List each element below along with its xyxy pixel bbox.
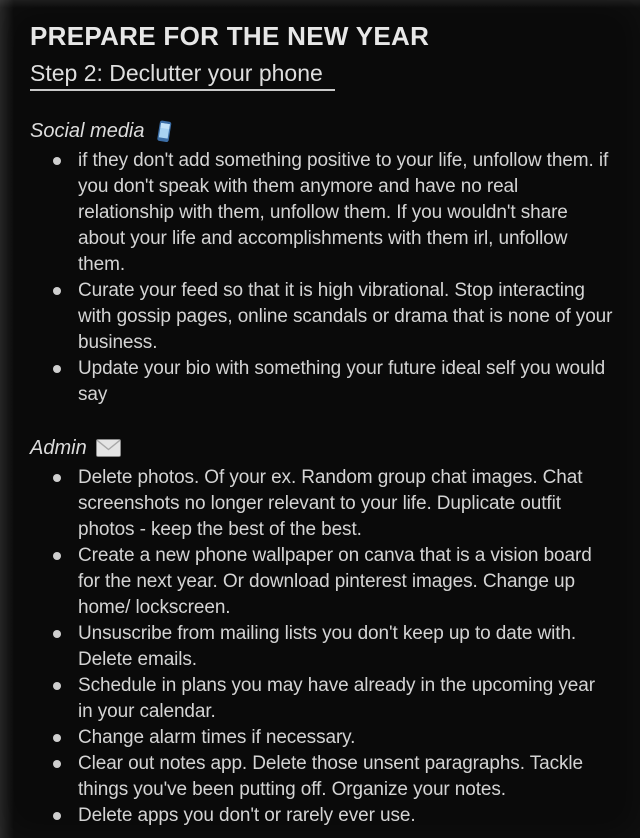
list-item	[30, 725, 614, 751]
section-admin	[30, 435, 614, 829]
list-item	[30, 803, 614, 829]
bullet-list	[30, 465, 614, 829]
bullet-list	[30, 148, 614, 408]
envelope-icon	[96, 439, 121, 457]
section-social-media	[30, 118, 614, 408]
section-heading-row	[30, 435, 614, 461]
bullet-dot	[53, 287, 61, 295]
bullet-text: Curate your feed so that it is high vibrational. Stop interacting with gossip pages, online scandals or drama that is none of your business.	[78, 280, 613, 353]
bullet-text: Create a new phone wallpaper on canva that is a vision board for the next year. Or download pinterest images. Change up home/ lockscreen.	[78, 545, 592, 618]
section-heading: Social media	[30, 120, 145, 142]
section-heading: Admin	[30, 437, 87, 459]
bullet-dot	[53, 734, 61, 742]
page-title: PREPARE FOR THE NEW YEAR	[30, 21, 430, 51]
bullet-dot	[53, 552, 61, 560]
list-item	[30, 621, 614, 673]
bullet-text: Update your bio with something your future ideal self you would say	[78, 358, 606, 405]
list-item	[30, 278, 614, 356]
bullet-text: if they don't add something positive to your life, unfollow them. if you don't speak with them anymore and have no real relationship with them, unfollow them. If you wouldn't share about your life and accomplishments with them irl, unfollow them.	[78, 150, 609, 275]
list-item	[30, 465, 614, 543]
bullet-dot	[53, 157, 61, 165]
bullet-dot	[53, 630, 61, 638]
bullet-dot	[53, 682, 61, 690]
bullet-dot	[53, 365, 61, 373]
bullet-text: Schedule in plans you may have already in the upcoming year in your calendar.	[78, 675, 595, 722]
bullet-dot	[53, 474, 61, 482]
bullet-text: Delete apps you don't or rarely ever use.	[78, 805, 416, 826]
list-item	[30, 148, 614, 278]
list-item	[30, 673, 614, 725]
list-item	[30, 751, 614, 803]
bullet-dot	[53, 812, 61, 820]
page-subtitle: Step 2: Declutter your phone	[30, 59, 335, 91]
section-heading-row	[30, 118, 614, 144]
bullet-text: Clear out notes app. Delete those unsent paragraphs. Tackle things you've been putting off. Organize your notes.	[78, 753, 583, 800]
list-item	[30, 543, 614, 621]
bullet-dot	[53, 760, 61, 768]
list-item	[30, 356, 614, 408]
bullet-text: Unsuscribe from mailing lists you don't keep up to date with. Delete emails.	[78, 623, 577, 670]
bullet-text: Delete photos. Of your ex. Random group chat images. Chat screenshots no longer relevant to your life. Duplicate outfit photos - keep the best of the best.	[78, 467, 583, 540]
bullet-text: Change alarm times if necessary.	[78, 727, 356, 748]
mobile-phone-icon	[154, 120, 174, 143]
